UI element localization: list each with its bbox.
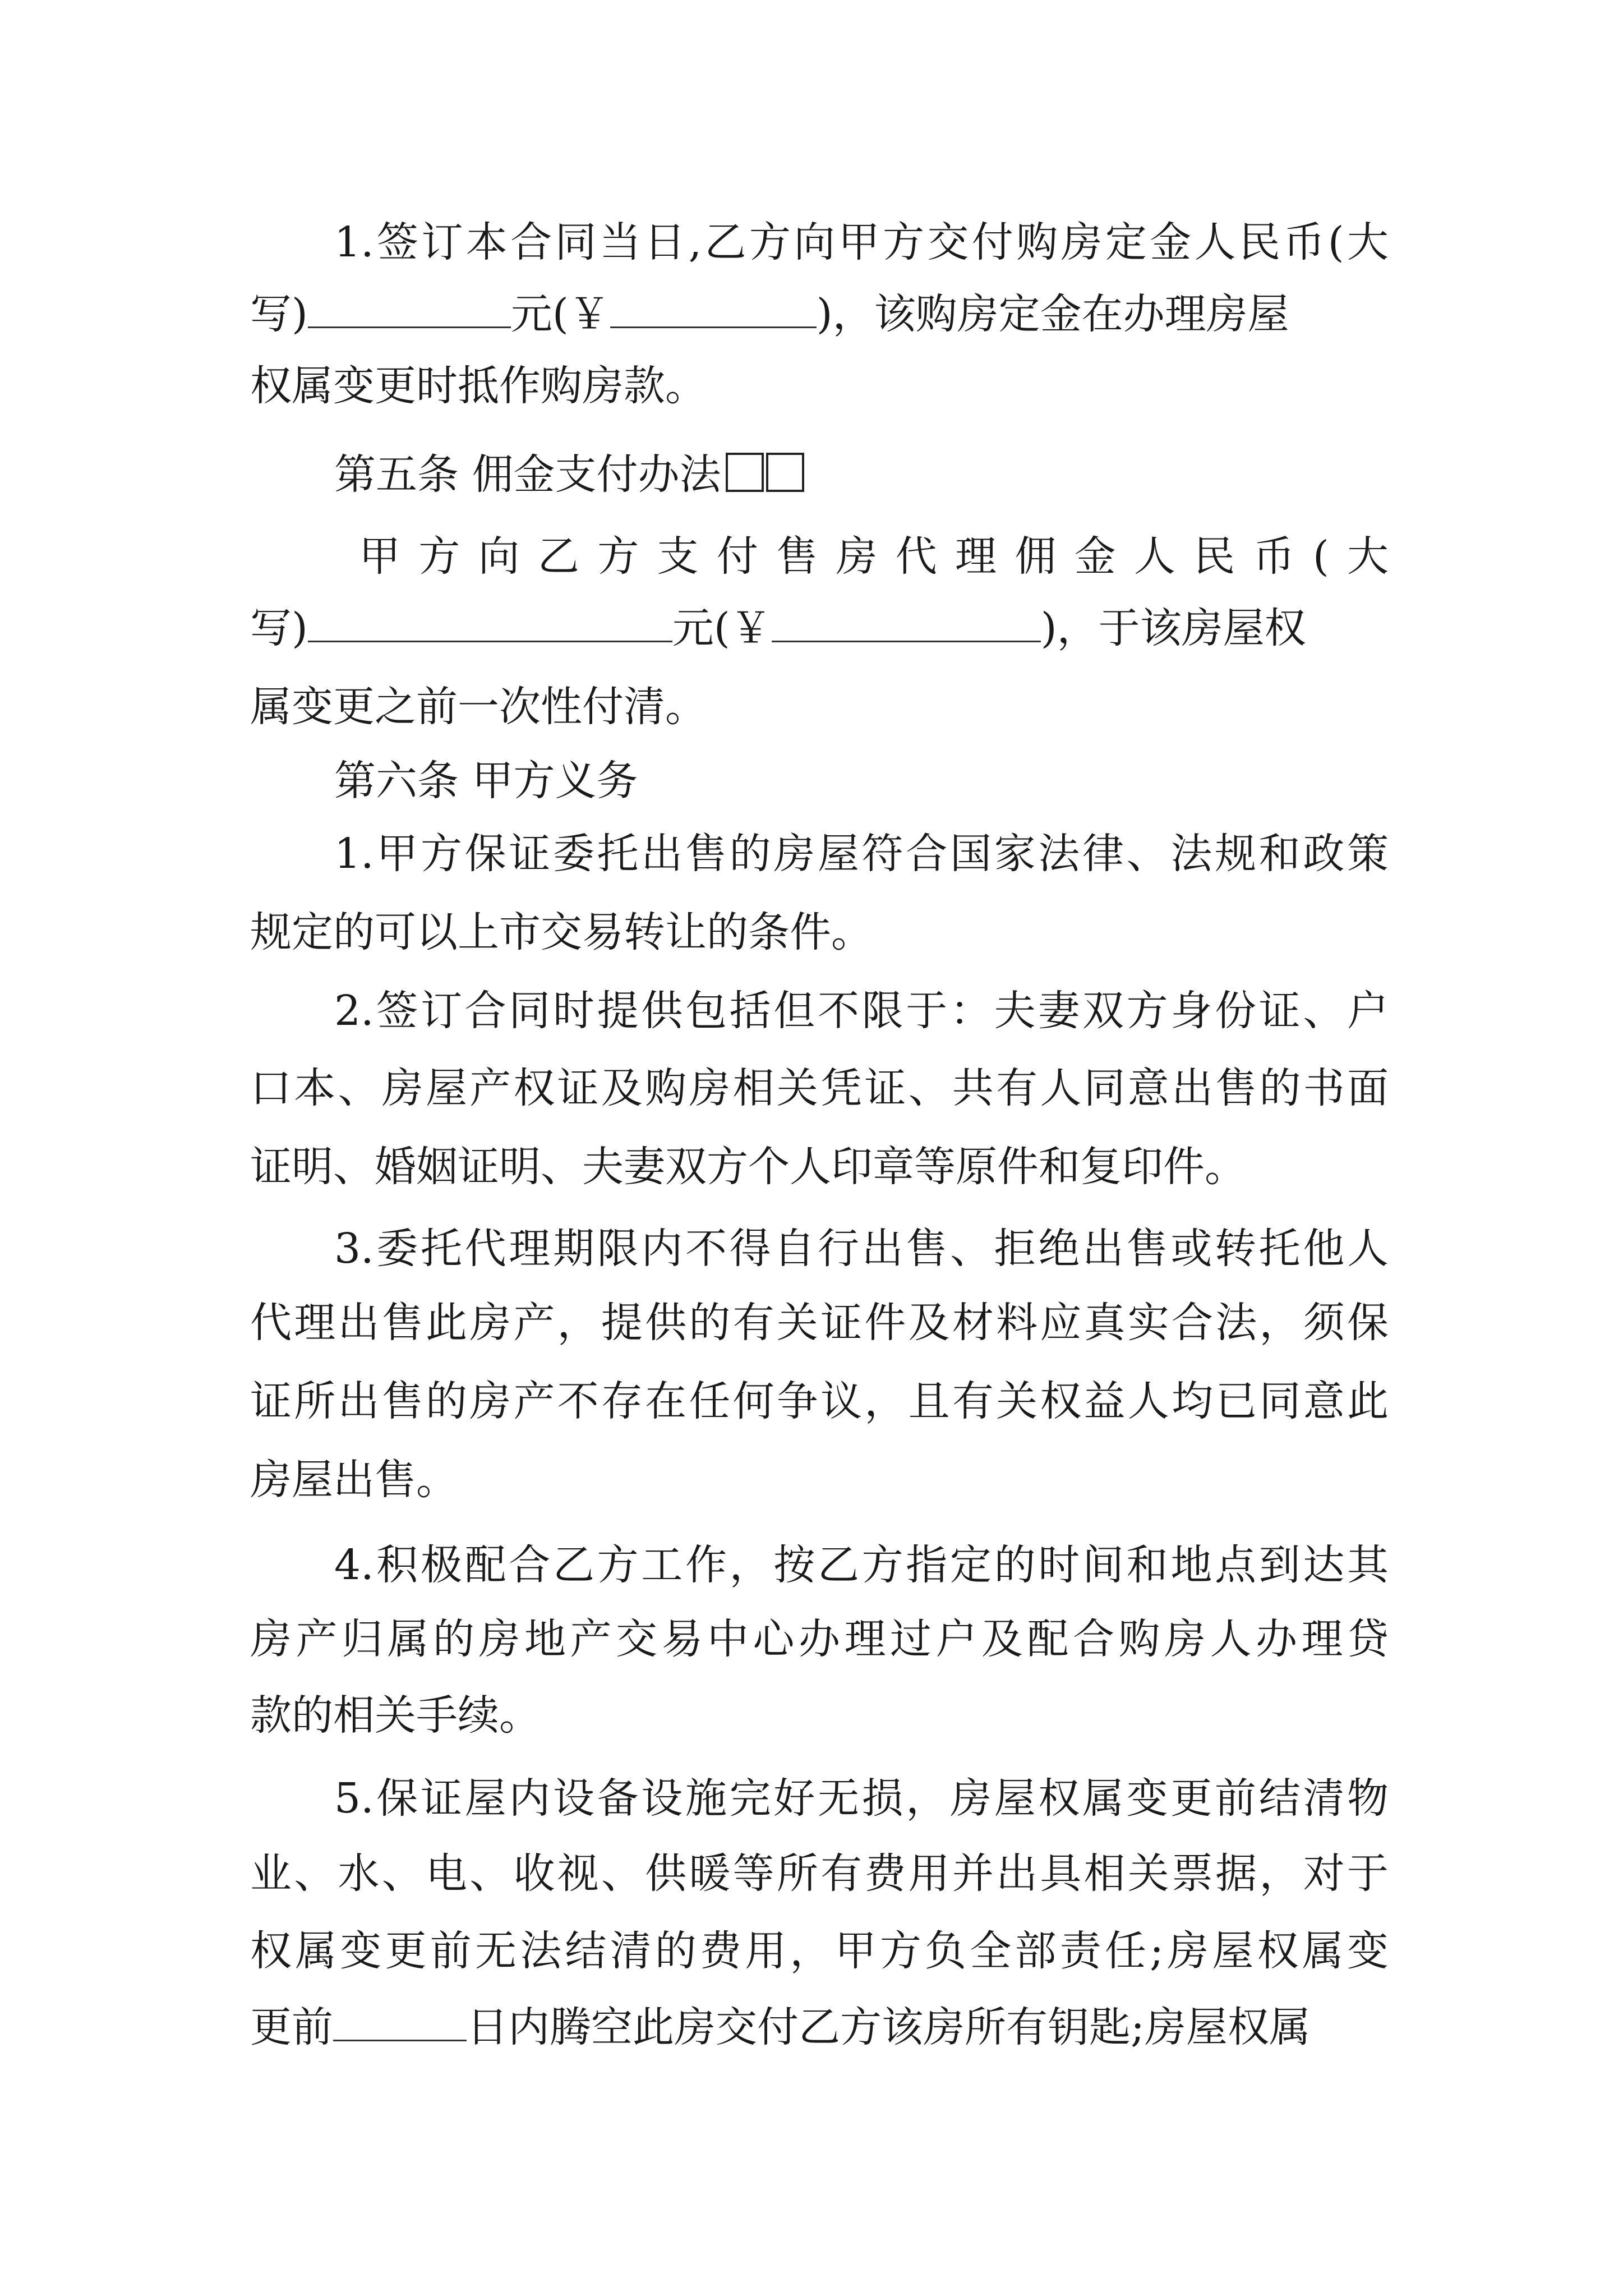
p1-line-1 <box>334 214 1389 270</box>
text-commission-note: )，于该房屋权 <box>1040 604 1306 652</box>
text-xie: 写) <box>250 290 308 338</box>
p1-line-1-text: 1.签订本合同当日,乙方向甲方交付购房定金人民币(大 <box>334 218 1389 266</box>
p1-line-2 <box>250 286 1389 342</box>
art6-item-3-line-1-text: 3.委托代理期限内不得自行出售、拒绝出售或转托他人 <box>334 1225 1389 1273</box>
art6-item-1-line-2 <box>250 904 1389 960</box>
blank-commission-words[interactable] <box>308 604 672 642</box>
checkbox-1[interactable] <box>726 453 764 492</box>
p1-line-3-text: 权属变更时抵作购房款。 <box>250 362 707 410</box>
art6-item-4-line-3-text: 款的相关手续。 <box>250 1691 541 1740</box>
art6-item-5-line-1-text: 5.保证屋内设备设施完好无损，房屋权属变更前结清物 <box>334 1774 1389 1823</box>
article-5-heading <box>334 447 1389 503</box>
art6-item-2-line-3-text: 证明、婚姻证明、夫妻双方个人印章等原件和复印件。 <box>250 1143 1246 1191</box>
art6-item-5-line-3 <box>250 1923 1389 1979</box>
p1-line-3 <box>250 358 1389 414</box>
text-yuan: 元(￥ <box>510 290 610 338</box>
blank-amount-words[interactable] <box>308 289 511 328</box>
text-before-change: 更前 <box>250 2003 333 2051</box>
article-5-line-1-text: 甲方向乙方支付售房代理佣金人民币(大 <box>359 532 1389 581</box>
article-5-line-1 <box>359 528 1389 585</box>
article-5-heading-text: 第五条 佣金支付办法 <box>334 450 721 499</box>
article-6-heading <box>334 753 1389 809</box>
article-6-heading-text: 第六条 甲方义务 <box>334 757 638 805</box>
art6-item-3-line-4-text: 房屋出售。 <box>250 1456 458 1504</box>
art6-item-3-line-4 <box>250 1452 1389 1508</box>
art6-item-2-line-2 <box>250 1060 1389 1116</box>
article-5-line-3 <box>250 679 1389 735</box>
blank-days[interactable] <box>333 2003 467 2041</box>
article-5-line-2 <box>250 600 1389 656</box>
art6-item-1-line-1 <box>334 826 1389 882</box>
art6-item-4-line-2 <box>250 1611 1389 1667</box>
text-vacate-note: 日内腾空此房交付乙方该房所有钥匙;房屋权属 <box>467 2003 1311 2051</box>
art6-item-5-line-1 <box>334 1770 1389 1826</box>
art6-item-3-line-3-text: 证所出售的房产不存在任何争议，且有关权益人均已同意此 <box>250 1377 1389 1425</box>
article-5-line-3-text: 属变更之前一次性付清。 <box>250 683 707 731</box>
art6-item-2-line-1 <box>334 983 1389 1039</box>
art6-item-1-line-1-text: 1.甲方保证委托出售的房屋符合国家法律、法规和政策 <box>334 830 1389 878</box>
art6-item-3-line-2 <box>250 1295 1389 1351</box>
blank-amount-figures[interactable] <box>610 289 817 328</box>
art6-item-3-line-1 <box>334 1221 1389 1277</box>
art6-item-5-line-3-text: 权属变更前无法结清的费用，甲方负全部责任;房屋权属变 <box>250 1927 1389 1975</box>
blank-commission-figures[interactable] <box>772 604 1041 642</box>
art6-item-5-line-2-text: 业、水、电、收视、供暖等所有费用并出具相关票据，对于 <box>250 1849 1389 1898</box>
text-yuan-2: 元(￥ <box>672 604 772 652</box>
art6-item-5-line-4 <box>250 1999 1389 2055</box>
art6-item-4-line-3 <box>250 1687 1389 1743</box>
art6-item-2-line-2-text: 口本、房屋产权证及购房相关凭证、共有人同意出售的书面 <box>250 1064 1389 1112</box>
art6-item-2-line-1-text: 2.签订合同时提供包括但不限于：夫妻双方身份证、户 <box>334 987 1389 1035</box>
art6-item-5-line-2 <box>250 1846 1389 1902</box>
art6-item-4-line-2-text: 房产归属的房地产交易中心办理过户及配合购房人办理贷 <box>250 1615 1389 1663</box>
art6-item-2-line-3 <box>250 1139 1389 1195</box>
text-deposit-note: )，该购房定金在办理房屋 <box>816 290 1289 338</box>
art6-item-3-line-2-text: 代理出售此房产，提供的有关证件及材料应真实合法，须保 <box>250 1299 1389 1347</box>
art6-item-4-line-1 <box>334 1537 1389 1593</box>
text-xie-2: 写) <box>250 604 308 652</box>
art6-item-3-line-3 <box>250 1373 1389 1429</box>
art6-item-1-line-2-text: 规定的可以上市交易转让的条件。 <box>250 908 873 956</box>
checkbox-2[interactable] <box>766 453 804 492</box>
art6-item-4-line-1-text: 4.积极配合乙方工作，按乙方指定的时间和地点到达其 <box>334 1541 1389 1589</box>
